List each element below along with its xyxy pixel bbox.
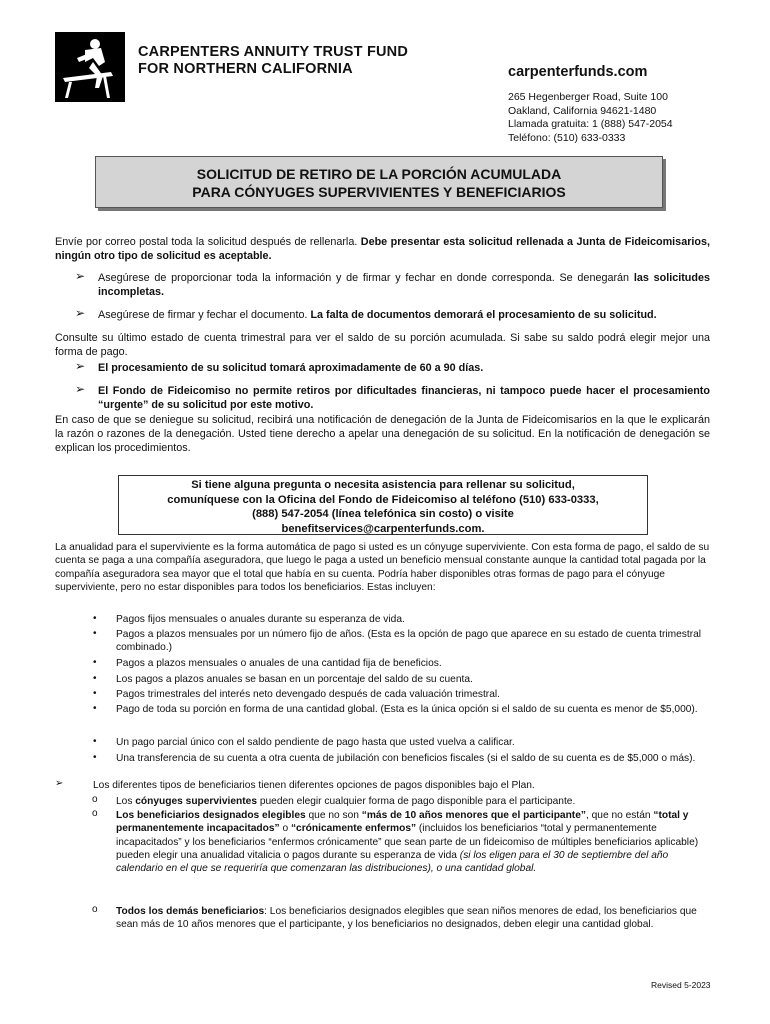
circle-bullet-icon: o (92, 808, 98, 819)
denial-paragraph: En caso de que se deniegue su solicitud, recibirá una notificación de denegación de la Junta de Fideicomisarios en la que le explicarán la razón o razones de la denegación. Usted tiene derecho a apelar una denegación de su solicitud. En la notificación de denegación se explican los procedimientos. (55, 414, 710, 454)
bullet-dot-icon: • (93, 736, 97, 747)
sub-surviving-spouses: Los cónyuges supervivientes pueden elegir cualquier forma de pago disponible para el participante. (116, 796, 576, 807)
bullet-dot-icon: • (93, 673, 97, 684)
arrow-bullet-icon: ➢ (75, 306, 86, 320)
phone-line: Teléfono: (510) 633-0333 (508, 131, 626, 144)
website: carpenterfunds.com (508, 64, 648, 80)
revision-date: Revised 5-2023 (651, 980, 711, 990)
consult-paragraph: Consulte su último estado de cuenta trimestral para ver el saldo de su porción acumulada. Si sabe su saldo podrá elegir mejor una forma de pago. (55, 332, 710, 358)
circle-bullet-icon: o (92, 904, 98, 915)
option-item: Una transferencia de su cuenta a otra cuenta de jubilación con beneficios fiscales (si el saldo de su cuenta es de $5,000 o más). (116, 753, 696, 764)
contact-email: benefitservices@carpenterfunds.com. (281, 522, 485, 535)
title-line-2: PARA CÓNYUGES SUPERVIVIENTES Y BENEFICIARIOS (192, 184, 566, 200)
title-line-1: SOLICITUD DE RETIRO DE LA PORCIÓN ACUMULADA (196, 166, 562, 182)
address-line: 265 Hegenberger Road, Suite 100 (508, 91, 668, 103)
circle-bullet-icon: o (92, 794, 98, 805)
sub-all-other-beneficiaries: Todos los demás beneficiarios: Los beneficiarios designados elegibles que sean niños menores de edad, los beneficiarios que sean más de 10 años menores que el participante, y los beneficiarios no designados, deben elegir una cantidad global. (116, 906, 697, 931)
sub-eligible-beneficiaries: Los beneficiarios designados elegibles que no son “más de 10 años menores que el participante”, que no están “total y permanentemente incapacitados” o “crónicamente enfermos” (incluidos los beneficiarios “total y permanentemente incapacitados” y los beneficiarios “enfermos crónicamente” que sean parte de un fideicomiso de múltiples beneficiarios aplicable) pueden elegir una anualidad vitalicia o pagos durante su esperanza de vida (si los eligen para el 30 de septiembre del año calendario en el que se requeriría que comenzaran las distribuciones), o una cantidad global. (116, 810, 699, 875)
form-title (95, 156, 663, 208)
bullet-processing-time: El procesamiento de su solicitud tomará aproximadamente de 60 a 90 días. (98, 362, 484, 374)
annuity-paragraph: La anualidad para el superviviente es la forma automática de pago si usted es un cónyuge superviviente. Con esta forma de pago, el saldo de su cuenta se paga a una compañía aseguradora, que luego le paga a usted un beneficio mensual constante aunque la cantidad total pagada por la compañía aseguradora sea mayor que el total que había en su cuenta. Podría haber disponibles otras formas de pago para el cónyuge superviviente, pero no estar disponibles para todos los beneficiarios. Estas incluyen: (55, 542, 710, 593)
option-item: Un pago parcial único con el saldo pendiente de pago hasta que usted vuelva a calificar. (116, 737, 515, 748)
contact-line: comuníquese con la Oficina del Fondo de Fideicomiso al teléfono (510) 633-0333, (167, 493, 599, 506)
address-block (508, 91, 673, 145)
bullet-no-hardship: El Fondo de Fideicomiso no permite retiros por dificultades financieras, ni tampoco puede hacer el procesamiento “urgente” de su solicitud por este motivo. (98, 385, 710, 411)
option-item: Pagos fijos mensuales o anuales durante su esperanza de vida. (116, 614, 405, 625)
arrow-bullet-icon: ➢ (75, 269, 86, 283)
org-line-2: FOR NORTHERN CALIFORNIA (138, 61, 353, 77)
arrow-bullet-icon: ➢ (75, 359, 86, 373)
address-line: Oakland, California 94621-1480 (508, 104, 657, 117)
bullet-dot-icon: • (93, 703, 97, 714)
contact-box (118, 475, 648, 535)
bullet-dot-icon: • (93, 752, 97, 763)
option-item: Pagos a plazos mensuales por un número fijo de años. (Esta es la opción de pago que aparece en su estado de cuenta trimestral combinado.) (116, 629, 702, 654)
contact-line: (888) 547-2054 (línea telefónica sin costo) o visite (252, 508, 514, 520)
intro-paragraph: Envíe por correo postal toda la solicitud después de rellenarla. Debe presentar esta solicitud rellenada a Junta de Fideicomisarios, ningún otro tipo de solicitud es aceptable. (55, 236, 710, 262)
option-item: Los pagos a plazos anuales se basan en un porcentaje del saldo de su cuenta. (116, 674, 473, 685)
carpenter-logo (55, 32, 125, 102)
contact-line: Si tiene alguna pregunta o necesita asistencia para rellenar su solicitud, (191, 479, 575, 491)
arrow-bullet-icon: ➢ (75, 382, 86, 396)
bullet-dot-icon: • (93, 613, 97, 624)
bullet-complete-info: Asegúrese de proporcionar toda la información y de firmar y fechar en donde corresponda. Se denegarán las solicitudes incompletas. (98, 272, 710, 298)
bullet-sign-date: Asegúrese de firmar y fechar el documento. La falta de documentos demorará el procesamiento de su solicitud. (98, 309, 657, 321)
option-item: Pagos trimestrales del interés neto devengado después de cada valuación trimestral. (116, 689, 500, 700)
beneficiary-types: Los diferentes tipos de beneficiarios tienen diferentes opciones de pagos disponibles bajo el Plan. (93, 780, 535, 791)
bullet-dot-icon: • (93, 657, 97, 668)
arrow-bullet-icon: ➢ (55, 778, 64, 789)
toll-free-line: Llamada gratuita: 1 (888) 547-2054 (508, 118, 673, 131)
option-item: Pago de toda su porción en forma de una cantidad global. (Esta es la única opción si el saldo de su cuenta es menor de $5,000). (116, 704, 698, 715)
org-line-1: CARPENTERS ANNUITY TRUST FUND (138, 44, 409, 60)
bullet-dot-icon: • (93, 628, 97, 639)
bullet-dot-icon: • (93, 688, 97, 699)
option-item: Pagos a plazos mensuales o anuales de una cantidad fija de beneficios. (116, 658, 442, 669)
organization-name (138, 44, 408, 78)
